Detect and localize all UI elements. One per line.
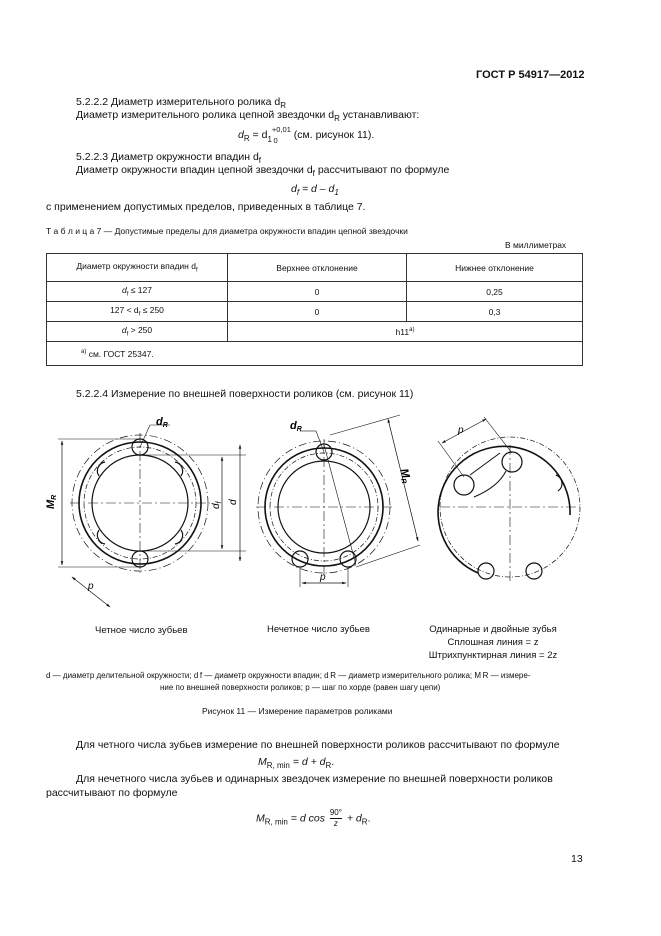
label-df-even: $d_f$ xyxy=(211,501,223,509)
figure-title: Рисунок 11 — Измерение параметров роликами xyxy=(202,706,393,716)
even-sprocket xyxy=(58,425,246,607)
label-dR-even: dR xyxy=(156,416,168,429)
table-row xyxy=(47,302,583,322)
table-cell: $127 < d_f \le 250$ xyxy=(47,302,228,322)
table-cell: $d_f \le 127$ xyxy=(47,282,228,302)
table-cell: 0 xyxy=(228,282,407,302)
section-5223-heading: 5.2.2.3 Диаметр окружности впадин $d_f$ xyxy=(76,151,262,166)
section-5222-text: Диаметр измерительного ролика цепной звездочки $d_R$ устанавливают: xyxy=(76,109,420,124)
formula-dR: $d_R = d_1^{+0,01}$ 0 (см. рисунок 11). xyxy=(238,125,375,145)
figure-legend-1: d — диаметр делительной окружности; d f — диаметр окружности впадин; d R — диаметр измерительного ролика; M R — измере- xyxy=(46,671,531,680)
figure-legend-2: ние по внешней поверхности роликов; p — шаг по хорде (равен шагу цепи) xyxy=(160,683,441,692)
label-MR-even: MR xyxy=(45,494,58,509)
label-d-even: d xyxy=(228,499,239,505)
section-5223-text: Диаметр окружности впадин цепной звездочки $d_f$ рассчитывают по формуле xyxy=(76,164,450,179)
table-cell: h11$^{a)}$ xyxy=(228,322,583,342)
table-header-cell: Диаметр окружности впадин $d_f$ xyxy=(47,254,228,282)
label-MR-odd: MR xyxy=(397,467,412,485)
label-dR-odd: dR xyxy=(290,420,302,433)
table-footnote-row xyxy=(47,342,583,366)
caption-dashdot: Штрихпунктирная линия = 2z xyxy=(428,650,558,661)
page-number: 13 xyxy=(571,853,583,865)
table-cell: 0 xyxy=(228,302,407,322)
table-units: В миллиметрах xyxy=(505,240,567,250)
formula-df: $d_f = d - d_1$ xyxy=(291,183,339,198)
table-cell: 0,25 xyxy=(407,282,583,302)
odd-sprocket xyxy=(256,415,420,587)
label-p-odd: p xyxy=(320,572,326,583)
table-cell: 0,3 xyxy=(407,302,583,322)
standard-number: ГОСТ Р 54917—2012 xyxy=(476,69,585,81)
table-header-cell: Нижнее отклонение xyxy=(407,254,583,282)
caption-solid: Сплошная линия = z xyxy=(447,637,539,648)
table-footnote: $^{a)}$ см. ГОСТ 25347. xyxy=(47,342,583,366)
table-7 xyxy=(46,253,583,366)
table-row xyxy=(47,322,583,342)
table-caption: Т а б л и ц а 7 — Допустимые пределы для диаметра окружности впадин цепной звездочки xyxy=(46,226,408,236)
single-double-sprocket xyxy=(438,417,580,581)
table-header-row xyxy=(47,254,583,282)
caption-even: Четное число зубьев xyxy=(95,625,188,636)
figure-11-drawing xyxy=(0,405,661,625)
caption-single-double: Одинарные и двойные зубья xyxy=(429,624,557,635)
label-p-single: p xyxy=(458,425,464,436)
section-5224-heading: 5.2.2.4 Измерение по внешней поверхности роликов (см. рисунок 11) xyxy=(76,388,414,400)
odd-text-2: рассчитывают по формуле xyxy=(46,787,178,799)
table-row xyxy=(47,282,583,302)
even-text: Для четного числа зубьев измерение по внешней поверхности роликов рассчитывают по формуле xyxy=(76,739,560,751)
label-p-even: p xyxy=(88,581,94,592)
table-cell: $d_f > 250$ xyxy=(47,322,228,342)
caption-odd: Нечетное число зубьев xyxy=(267,624,370,635)
section-5222-heading: 5.2.2.2 Диаметр измерительного ролика $d_R$ xyxy=(76,96,286,111)
even-formula: $M_{R, min} = d + d_R$. xyxy=(258,756,335,771)
table-header-cell: Верхнее отклонение xyxy=(228,254,407,282)
odd-formula: $M_{R, min} = d$ cos $\frac{90^\circ}{z}$ + $d_R$. xyxy=(256,808,371,828)
section-5223-after: с применением допустимых пределов, приведенных в таблице 7. xyxy=(46,201,366,213)
odd-text-1: Для нечетного числа зубьев и одинарных звездочек измерение по внешней поверхности роликов xyxy=(76,773,553,785)
